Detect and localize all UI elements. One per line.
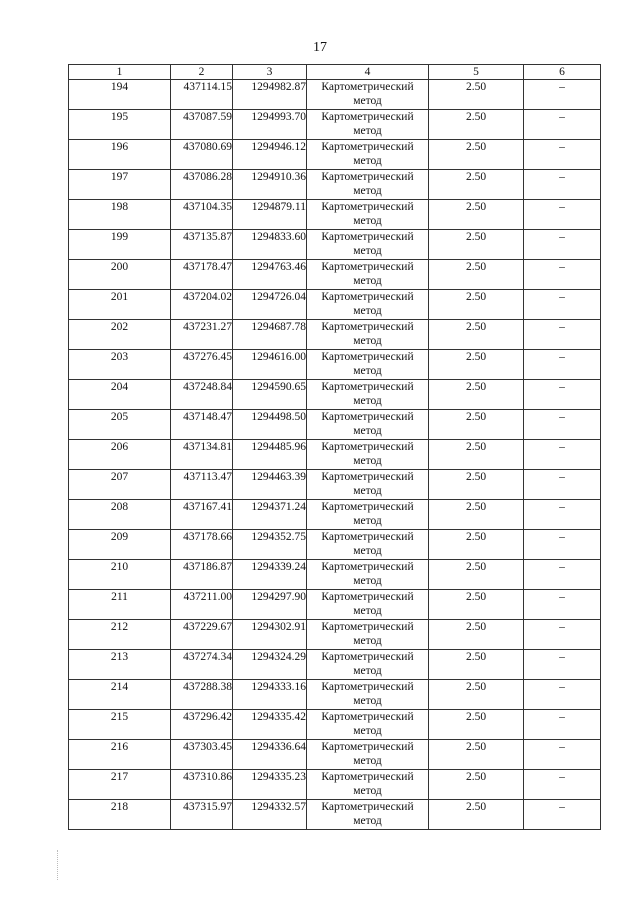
x-coordinate-cell: 437248.84 <box>171 380 233 410</box>
x-coordinate-cell: 437148.47 <box>171 410 233 440</box>
method-cell: Картометрический метод <box>307 320 429 350</box>
x-coordinate-cell: 437229.67 <box>171 620 233 650</box>
method-cell: Картометрический метод <box>307 590 429 620</box>
note-cell: – <box>524 110 601 140</box>
method-cell: Картометрический метод <box>307 290 429 320</box>
table-row <box>69 110 601 140</box>
x-coordinate-cell: 437303.45 <box>171 740 233 770</box>
table-row <box>69 410 601 440</box>
point-number-cell: 207 <box>69 470 171 500</box>
point-number-cell: 214 <box>69 680 171 710</box>
accuracy-cell: 2.50 <box>429 800 524 830</box>
y-coordinate-cell: 1294336.64 <box>233 740 307 770</box>
note-cell: – <box>524 410 601 440</box>
x-coordinate-cell: 437134.81 <box>171 440 233 470</box>
y-coordinate-cell: 1294993.70 <box>233 110 307 140</box>
table-row <box>69 470 601 500</box>
header-row <box>69 65 601 80</box>
accuracy-cell: 2.50 <box>429 500 524 530</box>
point-number-cell: 208 <box>69 500 171 530</box>
method-cell: Картометрический метод <box>307 530 429 560</box>
method-cell: Картометрический метод <box>307 380 429 410</box>
method-cell: Картометрический метод <box>307 470 429 500</box>
y-coordinate-cell: 1294352.75 <box>233 530 307 560</box>
accuracy-cell: 2.50 <box>429 620 524 650</box>
table-row <box>69 380 601 410</box>
accuracy-cell: 2.50 <box>429 230 524 260</box>
method-cell: Картометрический метод <box>307 740 429 770</box>
note-cell: – <box>524 140 601 170</box>
accuracy-cell: 2.50 <box>429 200 524 230</box>
accuracy-cell: 2.50 <box>429 650 524 680</box>
accuracy-cell: 2.50 <box>429 380 524 410</box>
table-row <box>69 800 601 830</box>
point-number-cell: 206 <box>69 440 171 470</box>
table-row <box>69 560 601 590</box>
method-cell: Картометрический метод <box>307 800 429 830</box>
point-number-cell: 199 <box>69 230 171 260</box>
y-coordinate-cell: 1294324.29 <box>233 650 307 680</box>
point-number-cell: 210 <box>69 560 171 590</box>
point-number-cell: 212 <box>69 620 171 650</box>
table-row <box>69 740 601 770</box>
point-number-cell: 217 <box>69 770 171 800</box>
accuracy-cell: 2.50 <box>429 740 524 770</box>
note-cell: – <box>524 80 601 110</box>
point-number-cell: 200 <box>69 260 171 290</box>
method-cell: Картометрический метод <box>307 170 429 200</box>
point-number-cell: 202 <box>69 320 171 350</box>
method-cell: Картометрический метод <box>307 350 429 380</box>
y-coordinate-cell: 1294982.87 <box>233 80 307 110</box>
table-header <box>69 65 601 80</box>
table-body <box>69 80 601 830</box>
table-row <box>69 200 601 230</box>
point-number-cell: 195 <box>69 110 171 140</box>
x-coordinate-cell: 437087.59 <box>171 110 233 140</box>
note-cell: – <box>524 620 601 650</box>
accuracy-cell: 2.50 <box>429 410 524 440</box>
accuracy-cell: 2.50 <box>429 80 524 110</box>
accuracy-cell: 2.50 <box>429 110 524 140</box>
coordinates-table <box>68 64 601 830</box>
note-cell: – <box>524 440 601 470</box>
note-cell: – <box>524 470 601 500</box>
method-cell: Картометрический метод <box>307 260 429 290</box>
note-cell: – <box>524 770 601 800</box>
note-cell: – <box>524 740 601 770</box>
y-coordinate-cell: 1294371.24 <box>233 500 307 530</box>
note-cell: – <box>524 650 601 680</box>
x-coordinate-cell: 437276.45 <box>171 350 233 380</box>
table-row <box>69 350 601 380</box>
note-cell: – <box>524 380 601 410</box>
accuracy-cell: 2.50 <box>429 560 524 590</box>
table-row <box>69 650 601 680</box>
y-coordinate-cell: 1294302.91 <box>233 620 307 650</box>
page-number: 17 <box>313 40 327 55</box>
y-coordinate-cell: 1294910.36 <box>233 170 307 200</box>
x-coordinate-cell: 437204.02 <box>171 290 233 320</box>
table-row <box>69 680 601 710</box>
x-coordinate-cell: 437086.28 <box>171 170 233 200</box>
point-number-cell: 205 <box>69 410 171 440</box>
note-cell: – <box>524 260 601 290</box>
table-row <box>69 320 601 350</box>
accuracy-cell: 2.50 <box>429 710 524 740</box>
method-cell: Картометрический метод <box>307 80 429 110</box>
y-coordinate-cell: 1294687.78 <box>233 320 307 350</box>
accuracy-cell: 2.50 <box>429 170 524 200</box>
x-coordinate-cell: 437113.47 <box>171 470 233 500</box>
table-row <box>69 230 601 260</box>
method-cell: Картометрический метод <box>307 140 429 170</box>
y-coordinate-cell: 1294498.50 <box>233 410 307 440</box>
point-number-cell: 201 <box>69 290 171 320</box>
point-number-cell: 218 <box>69 800 171 830</box>
x-coordinate-cell: 437310.86 <box>171 770 233 800</box>
table-row <box>69 260 601 290</box>
point-number-cell: 209 <box>69 530 171 560</box>
y-coordinate-cell: 1294726.04 <box>233 290 307 320</box>
point-number-cell: 215 <box>69 710 171 740</box>
table-row <box>69 530 601 560</box>
header-col-5: 5 <box>429 65 524 80</box>
y-coordinate-cell: 1294946.12 <box>233 140 307 170</box>
x-coordinate-cell: 437178.66 <box>171 530 233 560</box>
header-col-6: 6 <box>524 65 601 80</box>
y-coordinate-cell: 1294463.39 <box>233 470 307 500</box>
y-coordinate-cell: 1294335.42 <box>233 710 307 740</box>
point-number-cell: 216 <box>69 740 171 770</box>
header-col-2: 2 <box>171 65 233 80</box>
x-coordinate-cell: 437186.87 <box>171 560 233 590</box>
note-cell: – <box>524 230 601 260</box>
note-cell: – <box>524 350 601 380</box>
point-number-cell: 204 <box>69 380 171 410</box>
note-cell: – <box>524 800 601 830</box>
point-number-cell: 196 <box>69 140 171 170</box>
note-cell: – <box>524 710 601 740</box>
table-row <box>69 590 601 620</box>
method-cell: Картометрический метод <box>307 650 429 680</box>
note-cell: – <box>524 200 601 230</box>
table-row <box>69 770 601 800</box>
y-coordinate-cell: 1294335.23 <box>233 770 307 800</box>
table-row <box>69 80 601 110</box>
y-coordinate-cell: 1294833.60 <box>233 230 307 260</box>
y-coordinate-cell: 1294297.90 <box>233 590 307 620</box>
note-cell: – <box>524 500 601 530</box>
point-number-cell: 203 <box>69 350 171 380</box>
x-coordinate-cell: 437114.15 <box>171 80 233 110</box>
method-cell: Картометрический метод <box>307 110 429 140</box>
point-number-cell: 198 <box>69 200 171 230</box>
x-coordinate-cell: 437104.35 <box>171 200 233 230</box>
point-number-cell: 197 <box>69 170 171 200</box>
method-cell: Картометрический метод <box>307 770 429 800</box>
y-coordinate-cell: 1294485.96 <box>233 440 307 470</box>
method-cell: Картометрический метод <box>307 410 429 440</box>
method-cell: Картометрический метод <box>307 560 429 590</box>
accuracy-cell: 2.50 <box>429 440 524 470</box>
method-cell: Картометрический метод <box>307 710 429 740</box>
note-cell: – <box>524 680 601 710</box>
note-cell: – <box>524 290 601 320</box>
y-coordinate-cell: 1294339.24 <box>233 560 307 590</box>
table-row <box>69 170 601 200</box>
x-coordinate-cell: 437288.38 <box>171 680 233 710</box>
method-cell: Картометрический метод <box>307 440 429 470</box>
method-cell: Картометрический метод <box>307 680 429 710</box>
y-coordinate-cell: 1294333.16 <box>233 680 307 710</box>
x-coordinate-cell: 437080.69 <box>171 140 233 170</box>
note-cell: – <box>524 590 601 620</box>
note-cell: – <box>524 320 601 350</box>
method-cell: Картометрический метод <box>307 200 429 230</box>
y-coordinate-cell: 1294590.65 <box>233 380 307 410</box>
accuracy-cell: 2.50 <box>429 350 524 380</box>
table-row <box>69 140 601 170</box>
accuracy-cell: 2.50 <box>429 140 524 170</box>
x-coordinate-cell: 437167.41 <box>171 500 233 530</box>
y-coordinate-cell: 1294616.00 <box>233 350 307 380</box>
point-number-cell: 194 <box>69 80 171 110</box>
accuracy-cell: 2.50 <box>429 260 524 290</box>
accuracy-cell: 2.50 <box>429 530 524 560</box>
x-coordinate-cell: 437296.42 <box>171 710 233 740</box>
point-number-cell: 213 <box>69 650 171 680</box>
y-coordinate-cell: 1294763.46 <box>233 260 307 290</box>
x-coordinate-cell: 437135.87 <box>171 230 233 260</box>
x-coordinate-cell: 437211.00 <box>171 590 233 620</box>
accuracy-cell: 2.50 <box>429 470 524 500</box>
method-cell: Картометрический метод <box>307 500 429 530</box>
method-cell: Картометрический метод <box>307 230 429 260</box>
header-col-3: 3 <box>233 65 307 80</box>
x-coordinate-cell: 437178.47 <box>171 260 233 290</box>
table-row <box>69 440 601 470</box>
table-row <box>69 710 601 740</box>
method-cell: Картометрический метод <box>307 620 429 650</box>
y-coordinate-cell: 1294879.11 <box>233 200 307 230</box>
note-cell: – <box>524 170 601 200</box>
x-coordinate-cell: 437274.34 <box>171 650 233 680</box>
note-cell: – <box>524 530 601 560</box>
scan-artifact <box>57 850 64 880</box>
accuracy-cell: 2.50 <box>429 290 524 320</box>
header-col-1: 1 <box>69 65 171 80</box>
header-col-4: 4 <box>307 65 429 80</box>
table-row <box>69 500 601 530</box>
accuracy-cell: 2.50 <box>429 770 524 800</box>
accuracy-cell: 2.50 <box>429 590 524 620</box>
accuracy-cell: 2.50 <box>429 320 524 350</box>
point-number-cell: 211 <box>69 590 171 620</box>
note-cell: – <box>524 560 601 590</box>
accuracy-cell: 2.50 <box>429 680 524 710</box>
x-coordinate-cell: 437315.97 <box>171 800 233 830</box>
table-row <box>69 290 601 320</box>
y-coordinate-cell: 1294332.57 <box>233 800 307 830</box>
table-row <box>69 620 601 650</box>
x-coordinate-cell: 437231.27 <box>171 320 233 350</box>
